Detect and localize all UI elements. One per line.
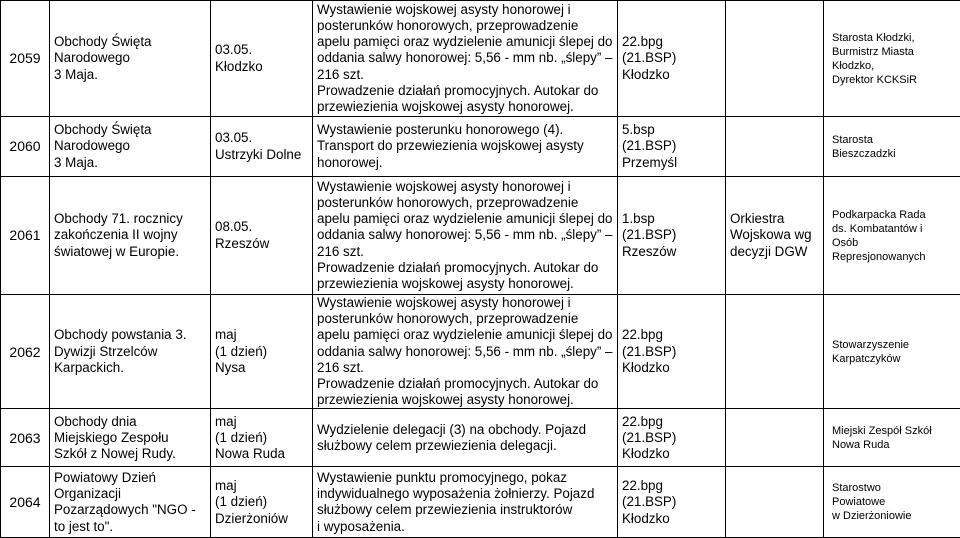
cell-line: światowej w Europie. bbox=[54, 244, 206, 260]
cell-line: Bieszczadzki bbox=[832, 147, 956, 161]
table-row bbox=[1, 177, 960, 295]
organizer bbox=[824, 409, 960, 467]
military-unit bbox=[618, 409, 726, 467]
cell-line: Szkół z Nowej Rudy. bbox=[54, 446, 206, 462]
cell-line: przewiezienia wojskowej asysty honorowej. bbox=[317, 392, 613, 408]
cell-line: Prowadzenie działań promocyjnych. Autokar do bbox=[317, 260, 613, 276]
date-place bbox=[211, 409, 313, 467]
table-row bbox=[1, 409, 960, 467]
cell-line: honorowej. bbox=[317, 155, 613, 171]
cell-line: Rzeszów bbox=[622, 244, 721, 260]
cell-line: Pozarządowych "NGO - bbox=[54, 502, 206, 518]
cell-line: Ustrzyki Dolne bbox=[215, 147, 308, 163]
cell-line: Rzeszów bbox=[215, 236, 308, 252]
date-place bbox=[211, 117, 313, 177]
cell-line: (1 dzień) bbox=[215, 344, 308, 360]
cell-line: apelu pamięci oraz wydzielenie amunicji ślepej do bbox=[317, 34, 613, 50]
cell-line: Powiatowy Dzień bbox=[54, 470, 206, 486]
table-row bbox=[1, 467, 960, 538]
row-number: 2059 bbox=[1, 1, 50, 117]
cell-line: posterunków honorowych, przeprowadzenie bbox=[317, 311, 613, 327]
cell-line: Dywizji Strzelców bbox=[54, 344, 206, 360]
organizer bbox=[824, 117, 960, 177]
cell-line: (21.BSP) bbox=[622, 227, 721, 243]
event-name bbox=[50, 295, 211, 409]
row-number: 2064 bbox=[1, 467, 50, 538]
cell-line: 08.05. bbox=[215, 219, 308, 235]
cell-line: Narodowego bbox=[54, 138, 206, 154]
cell-line: zakończenia II wojny bbox=[54, 227, 206, 243]
cell-line: Starosta bbox=[832, 133, 956, 147]
cell-line: Prowadzenie działań promocyjnych. Autokar do bbox=[317, 83, 613, 99]
cell-line: Nysa bbox=[215, 360, 308, 376]
cell-line: Obchody Święta bbox=[54, 34, 206, 50]
cell-line: Obchody Święta bbox=[54, 122, 206, 138]
cell-line: przewiezienia wojskowej asysty honorowej. bbox=[317, 99, 613, 115]
orchestra bbox=[726, 295, 824, 409]
row-number: 2062 bbox=[1, 295, 50, 409]
cell-line: 216 szt. bbox=[317, 244, 613, 260]
description bbox=[313, 467, 618, 538]
cell-line: Narodowego bbox=[54, 50, 206, 66]
date-place bbox=[211, 1, 313, 117]
cell-line: Wystawienie punktu promocyjnego, pokaz bbox=[317, 470, 613, 486]
cell-line: (1 dzień) bbox=[215, 494, 308, 510]
cell-line: apelu pamięci oraz wydzielenie amunicji ślepej do bbox=[317, 327, 613, 343]
cell-line: Dzierżoniów bbox=[215, 511, 308, 527]
cell-line: apelu pamięci oraz wydzielenie amunicji ślepej do bbox=[317, 211, 613, 227]
cell-line: Kłodzko bbox=[622, 67, 721, 83]
cell-line: Wystawienie posterunku honorowego (4). bbox=[317, 122, 613, 138]
event-name bbox=[50, 117, 211, 177]
event-name bbox=[50, 409, 211, 467]
cell-line: 03.05. bbox=[215, 42, 308, 58]
orchestra bbox=[726, 1, 824, 117]
cell-line: (21.BSP) bbox=[622, 430, 721, 446]
cell-line: Nowa Ruda bbox=[215, 446, 308, 462]
cell-line: Obchody 71. rocznicy bbox=[54, 211, 206, 227]
cell-line: Karpackich. bbox=[54, 360, 206, 376]
cell-line: 22.bpg bbox=[622, 34, 721, 50]
cell-line: Powiatowe bbox=[832, 495, 956, 509]
cell-line: Podkarpacka Rada bbox=[832, 208, 956, 222]
cell-line: Kłodzko bbox=[622, 446, 721, 462]
cell-line: Obchody powstania 3. bbox=[54, 327, 206, 343]
cell-line: ds. Kombatantów i bbox=[832, 222, 956, 236]
cell-line: Kłodzko bbox=[215, 59, 308, 75]
cell-line: Wystawienie wojskowej asysty honorowej i bbox=[317, 2, 613, 18]
cell-line: maj bbox=[215, 478, 308, 494]
cell-line: Transport do przewiezienia wojskowej asysty bbox=[317, 138, 613, 154]
event-name bbox=[50, 1, 211, 117]
cell-line: Organizacji bbox=[54, 486, 206, 502]
cell-line: oddania salwy honorowej: 5,56 - mm nb. „ślepy” – bbox=[317, 344, 613, 360]
description bbox=[313, 177, 618, 295]
organizer bbox=[824, 295, 960, 409]
cell-line: (21.BSP) bbox=[622, 344, 721, 360]
date-place bbox=[211, 295, 313, 409]
row-number: 2061 bbox=[1, 177, 50, 295]
cell-line: Karpatczyków bbox=[832, 352, 956, 366]
cell-line: Przemyśl bbox=[622, 155, 721, 171]
cell-line: Wydzielenie delegacji (3) na obchody. Pojazd bbox=[317, 422, 613, 438]
cell-line: 3 Maja. bbox=[54, 67, 206, 83]
cell-line: Wystawienie wojskowej asysty honorowej i bbox=[317, 179, 613, 195]
cell-line: (21.BSP) bbox=[622, 494, 721, 510]
cell-line: Obchody dnia bbox=[54, 414, 206, 430]
cell-line: 1.bsp bbox=[622, 211, 721, 227]
date-place bbox=[211, 177, 313, 295]
cell-line: indywidualnego wyposażenia żołnierzy. Pojazd bbox=[317, 486, 613, 502]
military-unit bbox=[618, 1, 726, 117]
cell-line: Nowa Ruda bbox=[832, 438, 956, 452]
cell-line: 3 Maja. bbox=[54, 155, 206, 171]
cell-line: Kłodzko bbox=[622, 360, 721, 376]
cell-line: Prowadzenie działań promocyjnych. Autokar do bbox=[317, 376, 613, 392]
cell-line: służbowy celem przewiezienia delegacji. bbox=[317, 438, 613, 454]
cell-line: Wojskowa wg bbox=[730, 227, 819, 243]
cell-line: 22.bpg bbox=[622, 327, 721, 343]
cell-line: 03.05. bbox=[215, 130, 308, 146]
cell-line: 22.bpg bbox=[622, 414, 721, 430]
cell-line: decyzji DGW bbox=[730, 244, 819, 260]
cell-line: Stowarzyszenie bbox=[832, 338, 956, 352]
cell-line: maj bbox=[215, 327, 308, 343]
cell-line: posterunków honorowych, przeprowadzenie bbox=[317, 18, 613, 34]
cell-line: Osób bbox=[832, 236, 956, 250]
table-row bbox=[1, 1, 960, 117]
cell-line: 5.bsp bbox=[622, 122, 721, 138]
organizer bbox=[824, 467, 960, 538]
cell-line: w Dzierżoniowie bbox=[832, 509, 956, 523]
organizer bbox=[824, 1, 960, 117]
description bbox=[313, 295, 618, 409]
cell-line: (21.BSP) bbox=[622, 50, 721, 66]
cell-line: 216 szt. bbox=[317, 360, 613, 376]
military-unit bbox=[618, 177, 726, 295]
cell-line: to jest to". bbox=[54, 519, 206, 535]
date-place bbox=[211, 467, 313, 538]
cell-line: 216 szt. bbox=[317, 67, 613, 83]
cell-line: Represjonowanych bbox=[832, 250, 956, 264]
orchestra bbox=[726, 117, 824, 177]
cell-line: maj bbox=[215, 414, 308, 430]
cell-line: Miejskiego Zespołu bbox=[54, 430, 206, 446]
cell-line: Miejski Zespół Szkół bbox=[832, 424, 956, 438]
cell-line: Dyrektor KCKSiR bbox=[832, 73, 956, 87]
cell-line: Starosta Kłodzki, bbox=[832, 31, 956, 45]
military-unit bbox=[618, 117, 726, 177]
cell-line: (1 dzień) bbox=[215, 430, 308, 446]
cell-line: Kłodzko bbox=[622, 511, 721, 527]
orchestra bbox=[726, 177, 824, 295]
organizer bbox=[824, 177, 960, 295]
event-name bbox=[50, 177, 211, 295]
orchestra bbox=[726, 467, 824, 538]
table-body bbox=[1, 1, 960, 538]
cell-line: oddania salwy honorowej: 5,56 - mm nb. „ślepy” – bbox=[317, 227, 613, 243]
event-name bbox=[50, 467, 211, 538]
orchestra bbox=[726, 409, 824, 467]
cell-line: Orkiestra bbox=[730, 211, 819, 227]
cell-line: Wystawienie wojskowej asysty honorowej i bbox=[317, 295, 613, 311]
military-unit bbox=[618, 295, 726, 409]
cell-line: (21.BSP) bbox=[622, 138, 721, 154]
cell-line: Kłodzko, bbox=[832, 59, 956, 73]
cell-line: Burmistrz Miasta bbox=[832, 45, 956, 59]
row-number: 2060 bbox=[1, 117, 50, 177]
description bbox=[313, 409, 618, 467]
description bbox=[313, 1, 618, 117]
table-row bbox=[1, 117, 960, 177]
cell-line: służbowy celem przewiezienia instruktorów bbox=[317, 502, 613, 518]
cell-line: posterunków honorowych, przeprowadzenie bbox=[317, 195, 613, 211]
cell-line: oddania salwy honorowej: 5,56 - mm nb. „ślepy” – bbox=[317, 50, 613, 66]
military-unit bbox=[618, 467, 726, 538]
row-number: 2063 bbox=[1, 409, 50, 467]
cell-line: Starostwo bbox=[832, 481, 956, 495]
cell-line: i wyposażenia. bbox=[317, 519, 613, 535]
description bbox=[313, 117, 618, 177]
cell-line: przewiezienia wojskowej asysty honorowej. bbox=[317, 276, 613, 292]
table-row bbox=[1, 295, 960, 409]
cell-line: 22.bpg bbox=[622, 478, 721, 494]
